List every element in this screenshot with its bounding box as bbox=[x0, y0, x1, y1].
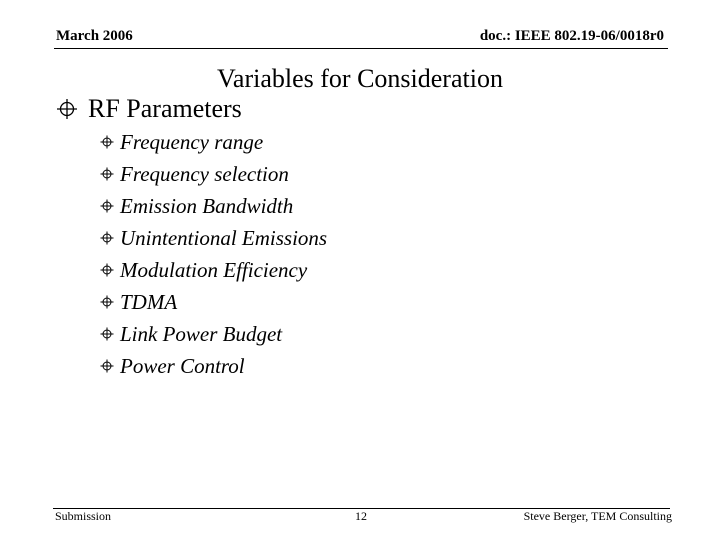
sub-bullet-item bbox=[100, 318, 327, 350]
sub-bullet-label: Modulation Efficiency bbox=[120, 258, 308, 282]
sub-bullet-item bbox=[100, 190, 327, 222]
sub-bullet-label: Frequency range bbox=[120, 130, 264, 154]
sub-bullet-item bbox=[100, 350, 327, 382]
circle-cross-bullet-icon bbox=[100, 359, 114, 373]
sub-bullet-item bbox=[100, 254, 327, 286]
sub-bullet-item bbox=[100, 222, 327, 254]
sub-bullet-label: Frequency selection bbox=[120, 162, 289, 186]
circle-cross-bullet-icon bbox=[100, 199, 114, 213]
header-doc-id: doc.: IEEE 802.19-06/0018r0 bbox=[479, 28, 664, 44]
circle-cross-bullet-icon bbox=[100, 327, 114, 341]
circle-cross-bullet-icon bbox=[100, 263, 114, 277]
sub-bullet-label: TDMA bbox=[120, 290, 178, 314]
circle-cross-bullet-icon bbox=[100, 295, 114, 309]
header-divider bbox=[54, 48, 668, 49]
sub-bullet-label: Power Control bbox=[120, 354, 245, 378]
bullet-rf-parameters bbox=[56, 92, 242, 126]
circle-cross-bullet-icon bbox=[56, 98, 78, 120]
circle-cross-bullet-icon bbox=[100, 231, 114, 245]
sub-bullet-item bbox=[100, 286, 327, 318]
sub-bullet-item bbox=[100, 126, 327, 158]
footer-author: Steve Berger, TEM Consulting bbox=[523, 509, 672, 523]
header-date: March 2006 bbox=[56, 28, 133, 44]
sub-bullet-item bbox=[100, 158, 327, 190]
sub-bullet-list bbox=[100, 126, 327, 382]
page-number: 12 bbox=[355, 509, 367, 523]
bullet-label: RF Parameters bbox=[88, 94, 242, 123]
circle-cross-bullet-icon bbox=[100, 135, 114, 149]
circle-cross-bullet-icon bbox=[100, 167, 114, 181]
sub-bullet-label: Unintentional Emissions bbox=[120, 226, 328, 250]
slide-title-text: Variables for Consideration bbox=[217, 64, 503, 93]
footer-submission: Submission bbox=[55, 509, 112, 523]
sub-bullet-label: Emission Bandwidth bbox=[120, 194, 294, 218]
sub-bullet-label: Link Power Budget bbox=[120, 322, 283, 346]
